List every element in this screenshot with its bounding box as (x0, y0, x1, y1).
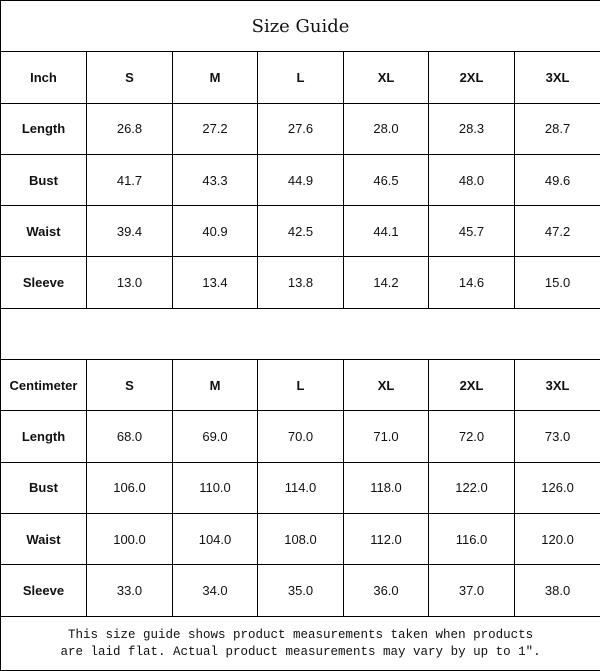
note-row (1, 616, 600, 670)
table-cell: 69.0 (173, 411, 258, 462)
table-row (1, 462, 600, 513)
table-cell: 47.2 (515, 206, 600, 257)
table-cell: 40.9 (173, 206, 258, 257)
table-cell: 108.0 (258, 513, 344, 564)
table-cell: 13.0 (87, 257, 173, 308)
table-cell: 28.0 (344, 103, 429, 154)
table-cell: 14.2 (344, 257, 429, 308)
table-cell: 28.7 (515, 103, 600, 154)
measurement-note (1, 616, 600, 670)
table-cell: 118.0 (344, 462, 429, 513)
row-label: Waist (1, 206, 87, 257)
table-cell: 26.8 (87, 103, 173, 154)
table-cell: 44.9 (258, 154, 344, 205)
table-cell: 110.0 (173, 462, 258, 513)
table-cell: 120.0 (515, 513, 600, 564)
row-label: Waist (1, 513, 87, 564)
table-cell: 37.0 (429, 565, 515, 616)
table-row (1, 411, 600, 462)
table-cell: 71.0 (344, 411, 429, 462)
table-cell: 49.6 (515, 154, 600, 205)
table-cell: 73.0 (515, 411, 600, 462)
row-label: Sleeve (1, 257, 87, 308)
size-header: L (258, 360, 344, 411)
size-header: XL (344, 52, 429, 103)
row-label: Sleeve (1, 565, 87, 616)
table-cell: 27.2 (173, 103, 258, 154)
table-cell: 72.0 (429, 411, 515, 462)
table-row (1, 513, 600, 564)
table-cell: 15.0 (515, 257, 600, 308)
table-row (1, 257, 600, 308)
title-row (1, 1, 600, 52)
table-cell: 13.8 (258, 257, 344, 308)
table-cell: 28.3 (429, 103, 515, 154)
table-cell: 112.0 (344, 513, 429, 564)
table-cell: 46.5 (344, 154, 429, 205)
table-cell: 104.0 (173, 513, 258, 564)
table-cell: 35.0 (258, 565, 344, 616)
table-cell: 45.7 (429, 206, 515, 257)
table-cell: 44.1 (344, 206, 429, 257)
inch-header-row (1, 52, 600, 103)
size-header: 3XL (515, 52, 600, 103)
size-header: M (173, 52, 258, 103)
table-cell: 116.0 (429, 513, 515, 564)
table-cell: 114.0 (258, 462, 344, 513)
table-cell: 106.0 (87, 462, 173, 513)
unit-label-centimeter: Centimeter (1, 360, 87, 411)
table-cell: 126.0 (515, 462, 600, 513)
size-header: 2XL (429, 360, 515, 411)
row-label: Bust (1, 154, 87, 205)
size-header: 3XL (515, 360, 600, 411)
table-cell: 48.0 (429, 154, 515, 205)
table-row (1, 103, 600, 154)
table-cell: 42.5 (258, 206, 344, 257)
size-header: XL (344, 360, 429, 411)
size-header: 2XL (429, 52, 515, 103)
note-line-2: are laid flat. Actual product measurements may vary by up to 1". (60, 645, 541, 660)
centimeter-header-row (1, 360, 600, 411)
table-cell: 38.0 (515, 565, 600, 616)
size-header: L (258, 52, 344, 103)
page-title: Size Guide (1, 1, 600, 52)
row-label: Length (1, 411, 87, 462)
table-cell: 36.0 (344, 565, 429, 616)
table-cell: 43.3 (173, 154, 258, 205)
section-gap (1, 308, 600, 359)
row-label: Length (1, 103, 87, 154)
table-cell: 68.0 (87, 411, 173, 462)
size-header: S (87, 52, 173, 103)
table-cell: 13.4 (173, 257, 258, 308)
table-row (1, 206, 600, 257)
table-cell: 100.0 (87, 513, 173, 564)
table-row (1, 565, 600, 616)
table-row (1, 154, 600, 205)
size-header: S (87, 360, 173, 411)
table-cell: 39.4 (87, 206, 173, 257)
table-cell: 14.6 (429, 257, 515, 308)
table-cell: 41.7 (87, 154, 173, 205)
size-header: M (173, 360, 258, 411)
note-line-1: This size guide shows product measurements taken when products (68, 628, 534, 643)
table-cell: 70.0 (258, 411, 344, 462)
unit-label-inch: Inch (1, 52, 87, 103)
table-cell: 27.6 (258, 103, 344, 154)
table-cell: 122.0 (429, 462, 515, 513)
table-cell: 33.0 (87, 565, 173, 616)
table-cell: 34.0 (173, 565, 258, 616)
row-label: Bust (1, 462, 87, 513)
section-gap-row (1, 308, 600, 359)
